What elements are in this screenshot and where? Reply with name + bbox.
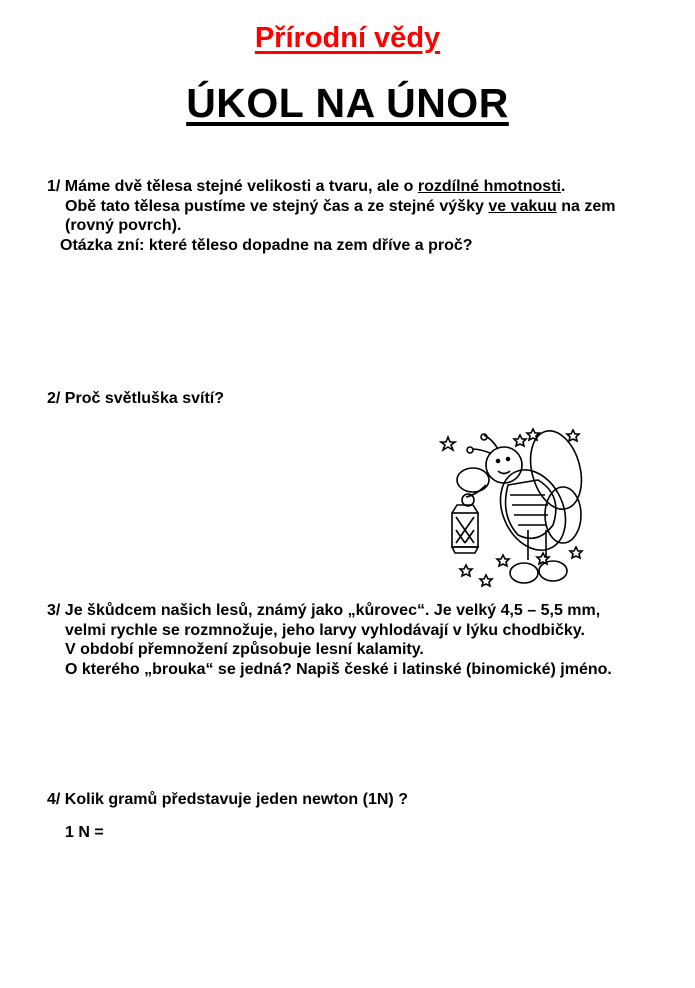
title-text: ÚKOL NA ÚNOR xyxy=(186,80,509,126)
underlined-text: rozdílné hmotnosti xyxy=(417,178,561,195)
star-icon xyxy=(480,575,492,586)
star-icon xyxy=(497,555,509,566)
question-2 xyxy=(47,389,224,409)
star-icon xyxy=(460,565,472,576)
star-icon xyxy=(570,547,582,558)
text: Je škůdcem našich lesů, známý jako „kůrovec“. Je velký 4,5 – 5,5 mm, xyxy=(64,602,601,619)
firefly-illustration xyxy=(428,425,588,590)
star-icon xyxy=(514,435,526,446)
subject-heading xyxy=(0,22,695,55)
text: Proč světluška svítí? xyxy=(64,390,224,407)
star-icon xyxy=(441,437,455,450)
question-number: 1/ xyxy=(47,178,61,195)
star-icon xyxy=(527,429,539,440)
text: . xyxy=(560,178,566,195)
question-1 xyxy=(47,177,616,255)
question-1-line-3: (rovný povrch). xyxy=(65,217,182,234)
question-1-line-4: Otázka zní: které těleso dopadne na zem dříve a proč? xyxy=(60,236,473,254)
question-3-line-3: V období přemnožení způsobuje lesní kalamity. xyxy=(65,641,424,658)
text: Máme dvě tělesa stejné velikosti a tvaru, ale o xyxy=(64,178,418,195)
underlined-text: ve vakuu xyxy=(488,197,557,215)
question-number: 4/ xyxy=(47,791,61,808)
star-icon xyxy=(567,430,579,441)
subject-text: Přírodní vědy xyxy=(254,22,441,54)
question-3-line-2: velmi rychle se rozmnožuje, jeho larvy vyhlodávají v lýku chodbičky. xyxy=(65,621,585,639)
question-number: 3/ xyxy=(47,602,61,619)
question-2-line-1 xyxy=(47,389,224,409)
text: Kolik gramů představuje jeden newton (1N) ? xyxy=(64,791,408,808)
question-1-line-1 xyxy=(47,177,616,197)
question-4 xyxy=(47,790,408,842)
question-number: 2/ xyxy=(47,390,61,407)
answer-prompt: 1 N = xyxy=(65,823,104,841)
question-4-line-1 xyxy=(47,790,408,810)
question-1-line-2 xyxy=(47,197,616,217)
question-3 xyxy=(47,601,612,679)
page-title xyxy=(0,80,695,127)
text: Obě tato tělesa pustíme ve stejný čas a ze stejné výšky xyxy=(65,197,489,215)
question-3-line-1 xyxy=(47,601,612,621)
question-3-line-4: O kterého „brouka“ se jedná? Napiš české i latinské (binomické) jméno. xyxy=(65,660,612,678)
text: na zem xyxy=(556,197,616,215)
